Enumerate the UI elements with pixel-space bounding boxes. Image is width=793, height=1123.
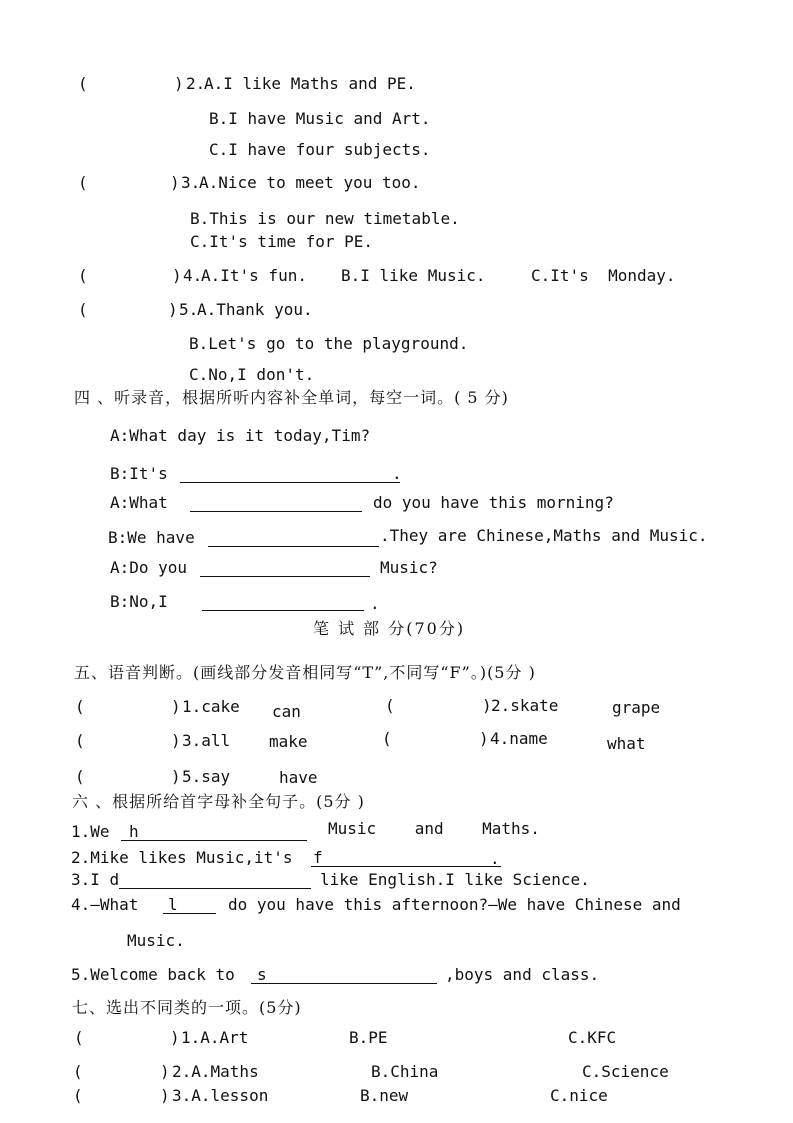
sentence-text: do you have this afternoon?—We have Chinese and	[228, 895, 681, 914]
option-a: A.I like Maths and PE.	[204, 74, 416, 93]
blank-line[interactable]	[119, 870, 311, 889]
blank-line[interactable]	[121, 822, 307, 841]
question-number: 5.	[179, 300, 199, 319]
answer-paren-open[interactable]: (	[75, 767, 85, 786]
answer-paren-open[interactable]: (	[382, 729, 392, 748]
blank-line[interactable]	[163, 895, 216, 914]
phonics-word: can	[272, 702, 301, 721]
option-c: C.It's time for PE.	[190, 232, 374, 251]
sentence-text: 3.I d	[71, 870, 120, 889]
answer-paren-close: )	[160, 1062, 170, 1081]
answer-paren-close: )	[160, 1086, 170, 1105]
answer-paren-close: )	[479, 729, 489, 748]
dialogue-punct: .	[392, 464, 402, 483]
initial-letter: s	[257, 965, 267, 984]
dialogue-line: B:It's	[110, 464, 168, 483]
answer-paren-close: )	[171, 731, 181, 750]
sentence-text: 5.Welcome back to	[71, 965, 235, 984]
blank-line[interactable]	[208, 528, 379, 547]
dialogue-line: A:What	[110, 493, 168, 512]
question-number: 4.	[183, 266, 203, 285]
answer-paren-close: )	[170, 173, 180, 192]
answer-paren-open[interactable]: (	[78, 173, 88, 192]
answer-paren-open[interactable]: (	[385, 696, 395, 715]
sentence-punct: .	[490, 849, 500, 868]
answer-paren-close: )	[168, 300, 178, 319]
option-a: A.Thank you.	[197, 300, 313, 319]
answer-paren-open[interactable]: (	[75, 731, 85, 750]
answer-paren-open[interactable]: (	[78, 266, 88, 285]
option-b: B.I like Music.	[341, 266, 486, 285]
dialogue-line: B:We have	[108, 528, 195, 547]
phonics-word: 3.all	[182, 731, 231, 750]
phonics-word: 1.cake	[182, 697, 240, 716]
dialogue-line: A:Do you	[110, 558, 188, 577]
answer-paren-open[interactable]: (	[74, 1028, 84, 1047]
dialogue-line: B:No,I	[110, 592, 168, 611]
phonics-word: make	[269, 732, 308, 751]
dialogue-line: Music?	[380, 558, 438, 577]
answer-paren-close: )	[171, 767, 181, 786]
phonics-word: 5.say	[182, 767, 231, 786]
answer-paren-open[interactable]: (	[75, 697, 85, 716]
answer-paren-close: )	[174, 74, 184, 93]
phonics-word: what	[607, 734, 646, 753]
question-number: 3.	[181, 173, 201, 192]
blank-line[interactable]	[200, 558, 370, 577]
option-a: 3.A.lesson	[172, 1086, 269, 1105]
option-b: B.China	[371, 1062, 439, 1081]
answer-paren-open[interactable]: (	[78, 300, 88, 319]
section-5-heading: 五、语音判断。(画线部分发音相同写“T”,不同写“F”。)(5分 )	[74, 663, 536, 682]
blank-line[interactable]	[311, 848, 501, 867]
written-section-title: 笔 试 部 分(70分)	[313, 619, 466, 638]
blank-line[interactable]	[180, 464, 400, 483]
answer-paren-close: )	[171, 697, 181, 716]
question-number: 2.	[186, 74, 206, 93]
answer-paren-close: )	[482, 696, 492, 715]
option-c: C.KFC	[568, 1028, 617, 1047]
sentence-text: like English.I like Science.	[320, 870, 590, 889]
option-a: 1.A.Art	[181, 1028, 249, 1047]
answer-paren-close: )	[170, 1028, 180, 1047]
answer-paren-open[interactable]: (	[73, 1062, 83, 1081]
sentence-text: 2.Mike likes Music,it's	[71, 848, 293, 867]
dialogue-line: do you have this morning?	[373, 493, 614, 512]
blank-line[interactable]	[190, 493, 362, 512]
option-a: 2.A.Maths	[172, 1062, 259, 1081]
sentence-text: 1.We	[71, 822, 110, 841]
option-c: C.Science	[582, 1062, 669, 1081]
option-b: B.PE	[349, 1028, 388, 1047]
phonics-word: have	[279, 768, 318, 787]
blank-line[interactable]	[251, 965, 437, 984]
sentence-text: ,boys and class.	[445, 965, 600, 984]
initial-letter: h	[129, 822, 139, 841]
option-b: B.I have Music and Art.	[209, 109, 431, 128]
dialogue-line: .They are Chinese,Maths and Music.	[380, 526, 708, 545]
sentence-text: 4.—What	[71, 895, 139, 914]
option-c: C.nice	[550, 1086, 608, 1105]
option-b: B.This is our new timetable.	[190, 209, 460, 228]
phonics-word: 4.name	[490, 729, 548, 748]
answer-paren-close: )	[172, 266, 182, 285]
option-b: B.new	[360, 1086, 409, 1105]
dialogue-line: A:What day is it today,Tim?	[110, 426, 371, 445]
option-c: C.I have four subjects.	[209, 140, 431, 159]
answer-paren-open[interactable]: (	[73, 1086, 83, 1105]
section-4-heading: 四 、听录音，根据所听内容补全单词，每空一词。( 5 分)	[74, 388, 509, 407]
blank-line[interactable]	[202, 592, 364, 611]
dialogue-punct: .	[370, 594, 380, 613]
answer-paren-open[interactable]: (	[78, 74, 88, 93]
sentence-text: Music.	[127, 931, 185, 950]
option-b: B.Let's go to the playground.	[189, 334, 469, 353]
phonics-word: 2.skate	[491, 696, 559, 715]
option-c: C.It's Monday.	[531, 266, 676, 285]
option-c: C.No,I don't.	[189, 365, 315, 384]
section-6-heading: 六 、根据所给首字母补全句子。(5分 )	[72, 792, 365, 811]
option-a: A.Nice to meet you too.	[199, 173, 421, 192]
sentence-text: Music and Maths.	[328, 819, 540, 838]
option-a: A.It's fun.	[201, 266, 307, 285]
initial-letter: l	[168, 895, 178, 914]
initial-letter: f	[313, 848, 323, 867]
phonics-word: grape	[612, 698, 661, 717]
section-7-heading: 七、选出不同类的一项。(5分)	[72, 998, 302, 1017]
